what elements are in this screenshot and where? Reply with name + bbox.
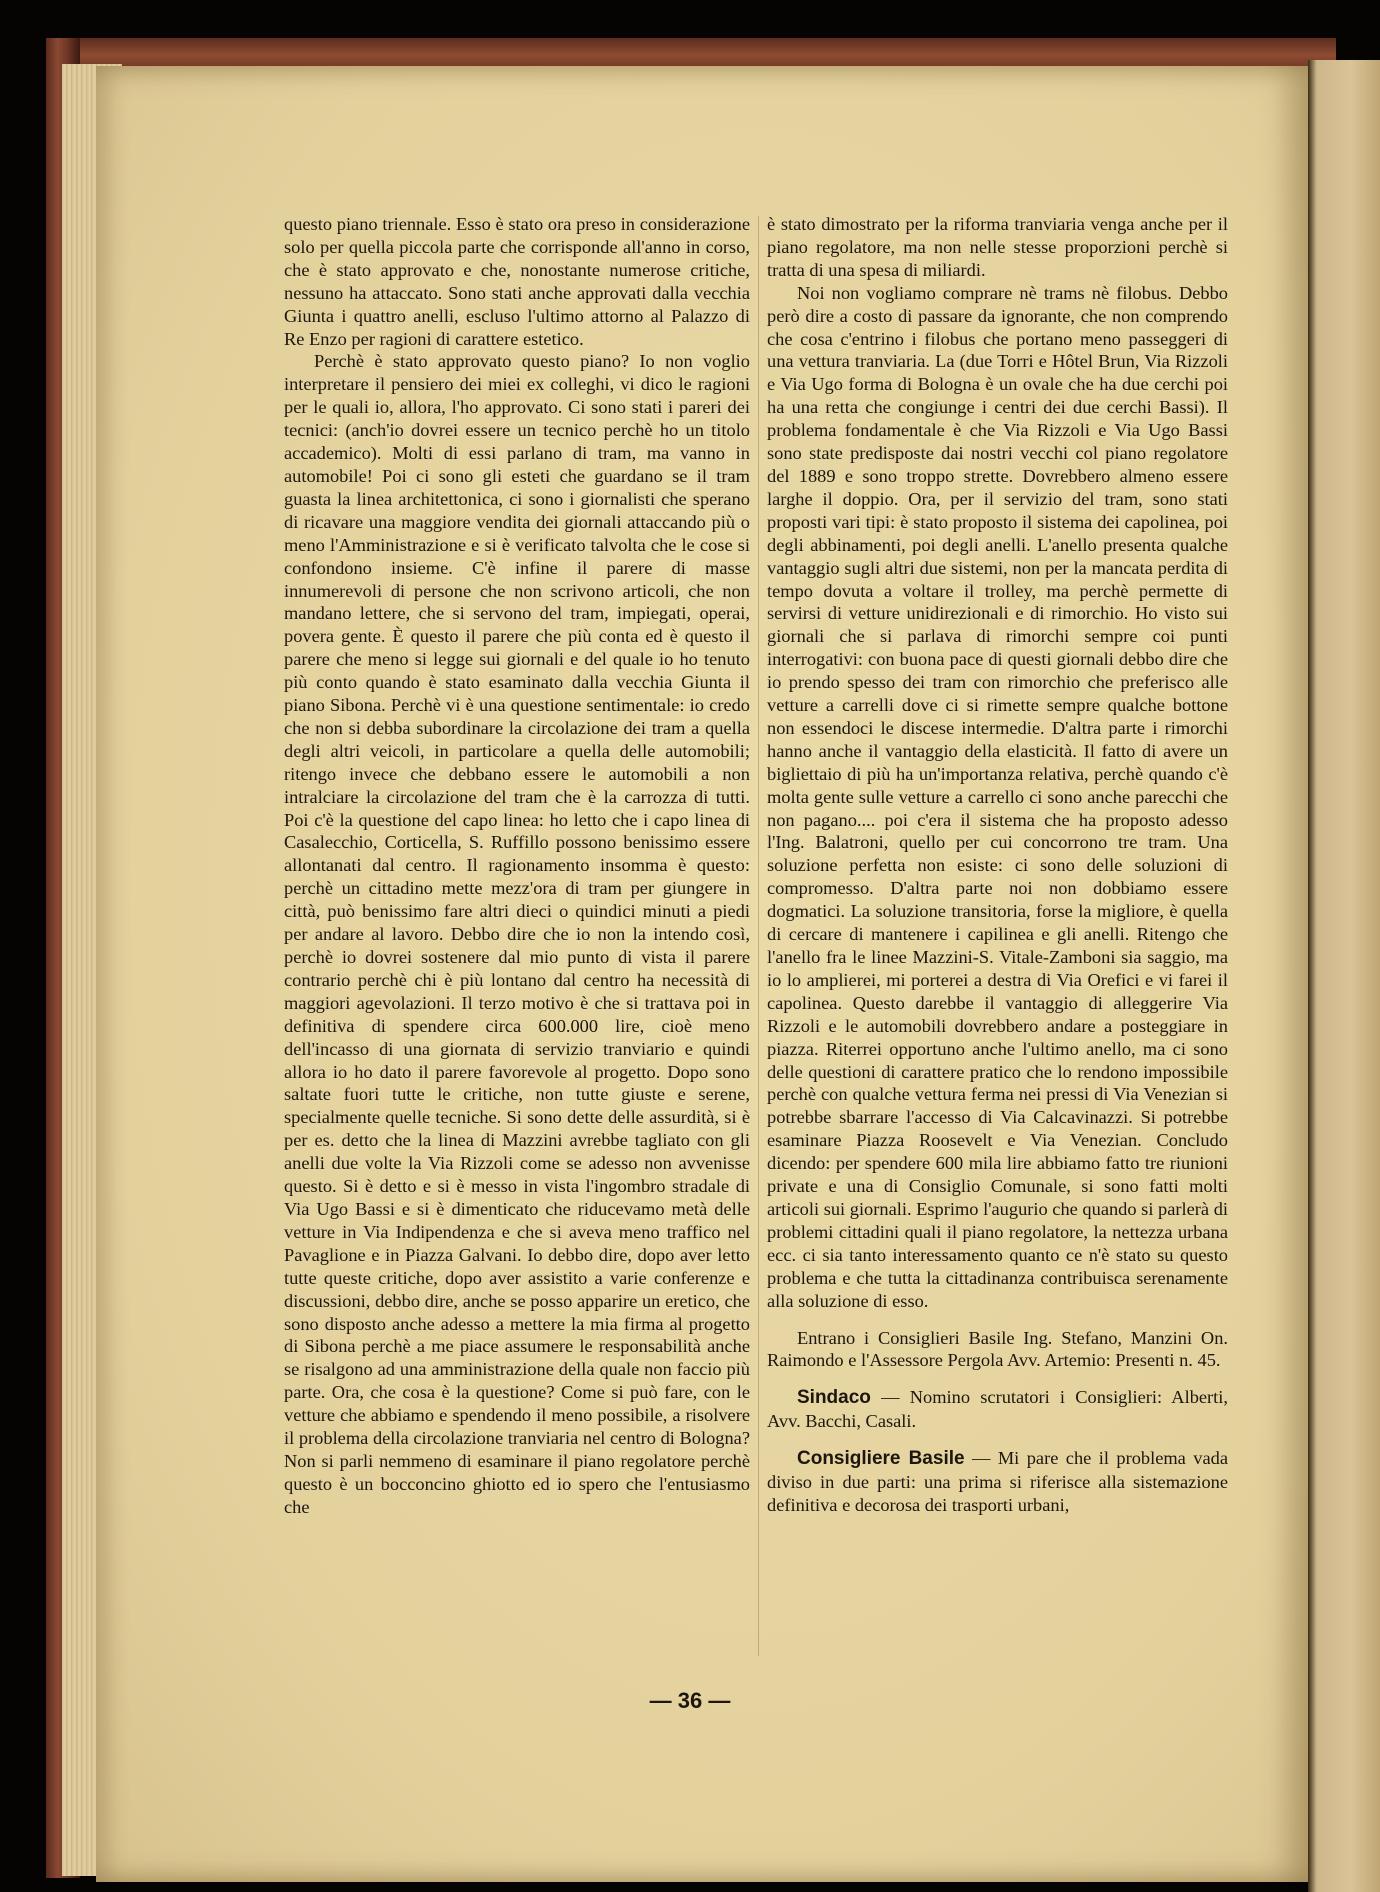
paragraph: Perchè è stato approvato questo piano? Io non voglio interpretare il pensiero dei miei ex colleghi, vi dico le ragioni per le quali io, allora, l'ho approvato. Ci sono stati i pareri dei tecnici: (anch'io dovrei essere un tecnico perchè ho un titolo accademico). Molti di essi parlano di tram, ma vanno in automobile! Poi ci sono gli esteti che guardano se il tram guasta la linea architettonica, ci sono i giornalisti che sperano di ricavare una maggiore vendita dei giornali attaccando più o meno l'Amministrazione e si è verificato talvolta che le cose si confondono insieme. C'è infine il parere di masse innumerevoli di persone che non scrivono articoli, che non mandano lettere, che si servono del tram, impiegati, operai, povera gente. È questo il parere che più conta ed è questo il parere che meno si legge sui giornali e del quale io ho tenuto più conto quando è stato esaminato dalla vecchia Giunta il piano Sibona. Perchè vi è una questione sentimentale: io credo che non si debba subordinare la circolazione dei tram a quella degli altri veicoli, in particolare a quella delle automobili; ritengo invece che debbano essere le automobili a non intralciare la circolazione del tram che è la carrozza di tutti. Poi c'è la questione del capo linea: ho letto che i capo linea di Casalecchio, Corticella, S. Ruffillo possono benissimo essere allontanati dal centro. Il ragionamento insomma è questo: perchè un cittadino mette mezz'ora di tram per giungere in città, può benissimo fare altri dieci o quindici minuti a piedi per andare al lavoro. Debbo dire che io non la intendo così, perchè io dovrei sostenere dal mio punto di vista il parere contrario perchè chi è più lontano dal centro ha necessità di maggiori agevolazioni. Il terzo motivo è che si trattava poi in definitiva di spendere circa 600.000 lire, cioè meno dell'incasso di una giornata di servizio tranviario e quindi allora io ho dato il parere favorevole al progetto. Dopo sono saltate fuori tutte le critiche, non tutte giuste e serene, specialmente quelle tecniche. Si sono dette delle assurdità, si è per es. detto che la linea di Mazzini avrebbe tagliato con gli anelli due volte la Via Rizzoli come se adesso non avvenisse questo. Si è detto e si è messo in vista l'ingombro stradale di Via Ugo Bassi e si è dimenticato che riducevamo metà delle vetture in Via Indipendenza e che si aveva meno traffico nel Pavaglione e in Piazza Galvani. Io debbo dire, dopo aver letto tutte queste critiche, dopo aver assistito a varie conferenze e discussioni, debbo dire, anche se posso apparire un eretico, che sono disposto anche adesso a mettere la mia firma al progetto di Sibona perchè a me piace assumere le responsabilità anche se risalgono ad una amministrazione della quale non faccio più parte. Ora, che cosa è la questione? Come si può fare, con le vetture che abbiamo e spendendo il meno possibile, a risolvere il problema della circolazione tranviaria nel centro di Bologna? Non si parli nemmeno di esaminare il piano regolatore perchè questo è un bocconcino ghiotto ed io spero che l'entusiasmo che <box>284 351 750 1517</box>
paragraph: Noi non vogliamo comprare nè trams nè filobus. Debbo però dire a costo di passare da ignorante, che non comprendo che cosa c'entrino i filobus che portano meno passeggeri di una vettura tranviaria. La (due Torri e Hôtel Brun, Via Rizzoli e Via Ugo forma di Bologna è un ovale che ha due cerchi poi ha una retta che congiunge i centri dei due cerchi Bassi). Il problema fondamentale è che Via Rizzoli e Via Ugo Bassi sono state predisposte dai nostri vecchi col piano regolatore del 1889 e sono troppo strette. Dovrebbero almeno essere larghe il doppio. Ora, per il servizio del tram, sono stati proposti vari tipi: è stato proposto il sistema dei capolinea, poi degli abbinamenti, poi degli anelli. L'anello presenta qualche vantaggio sugli altri due sistemi, non per la mancata perdita di tempo dovuta a voltare il trolley, ma perchè permette di servirsi di vetture unidirezionali e di rimorchio. Ho visto sui giornali che si parlava di rimorchi sempre coi punti interrogativi: con buona pace di questi giornali debbo dire che io prendo spesso dei tram con rimorchio che preferisco alle vetture a carrelli dove ci si rimette sempre qualche bottone non essendoci le discese intermedie. D'altra parte i rimorchi hanno anche il vantaggio della elasticità. Il fatto di avere un bigliettaio di più ha un'importanza relativa, perchè quando c'è molta gente sulle vetture a carrello ci sono anche parecchi che non pagano.... poi c'era il sistema che ha proposto adesso l'Ing. Balatroni, quello per cui concorrono tre tram. Una soluzione perfetta non esiste: ci sono delle soluzioni di compromesso. D'altra parte noi non dobbiamo essere dogmatici. La soluzione transitoria, forse la migliore, è quella di cercare di mantenere i capilinea e gli anelli. Ritengo che l'anello fra le linee Mazzini-S. Vitale-Zamboni sia saggio, ma io lo amplierei, mi porterei a destra di Via Orefici e vi farei il capolinea. Questo darebbe il vantaggio di alleggerire Via Rizzoli e le automobili dovrebbero andare a posteggiare in piazza. Riterrei opportuno anche l'ultimo anello, ma ci sono delle questioni di carattere pratico che lo rendono impossibile perchè con qualche vettura ferma nei pressi di Via Venezian si potrebbe sbarrare l'accesso di Via Calcavinazzi. Si potrebbe esaminare Piazza Roosevelt e Via Venezian. Concludo dicendo: per spendere 600 mila lire abbiamo fatto tre riunioni private e una di Consiglio Comunale, si sono fatti molti articoli sui giornali. Esprimo l'augurio che quando si parlerà di problemi cittadini quali il piano regolatore, la nettezza urbana ecc. ci sia tanto interessamento quanto ce n'è stato su questo problema e che tutta la cittadinanza contribuisca serenamente alla soluzione di esso. <box>767 282 1228 1311</box>
attendance-note: Entrano i Consiglieri Basile Ing. Stefano, Manzini On. Raimondo e l'Assessore Pergola Avv. Artemio: Presenti n. 45. <box>767 1327 1228 1371</box>
paragraph: questo piano triennale. Esso è stato ora preso in considerazione solo per quella piccola parte che corrisponde all'anno in corso, che è stato approvato e che, nonostante numerose critiche, nessuno ha attaccato. Sono stati anche approvati dalla vecchia Giunta i quattro anelli, escluso l'ultimo attorno al Palazzo di Re Enzo per ragioni di carattere estetico. <box>284 214 750 349</box>
speech-text: — Mi pare che il problema vada diviso in due parti: una prima si riferisce alla sistemazione definitiva e decorosa dei trasporti urbani, <box>767 1448 1228 1515</box>
speaker-name: Consigliere Basile <box>797 1448 965 1470</box>
speech-basile <box>767 1447 1228 1517</box>
left-column <box>284 213 750 1519</box>
right-column <box>767 213 1228 1517</box>
next-page-edge <box>1308 60 1380 1892</box>
paragraph: è stato dimostrato per la riforma tranviaria venga anche per il piano regolatore, ma non nelle stesse proporzioni perchè si tratta di una spesa di miliardi. <box>767 214 1228 280</box>
speech-text: — Nomino scrutatori i Consiglieri: Alberti, Avv. Bacchi, Casali. <box>767 1387 1228 1432</box>
column-divider <box>758 216 759 1656</box>
page-number: — 36 — <box>649 1688 731 1713</box>
speaker-name: Sindaco <box>797 1387 871 1409</box>
speech-sindaco <box>767 1386 1228 1433</box>
